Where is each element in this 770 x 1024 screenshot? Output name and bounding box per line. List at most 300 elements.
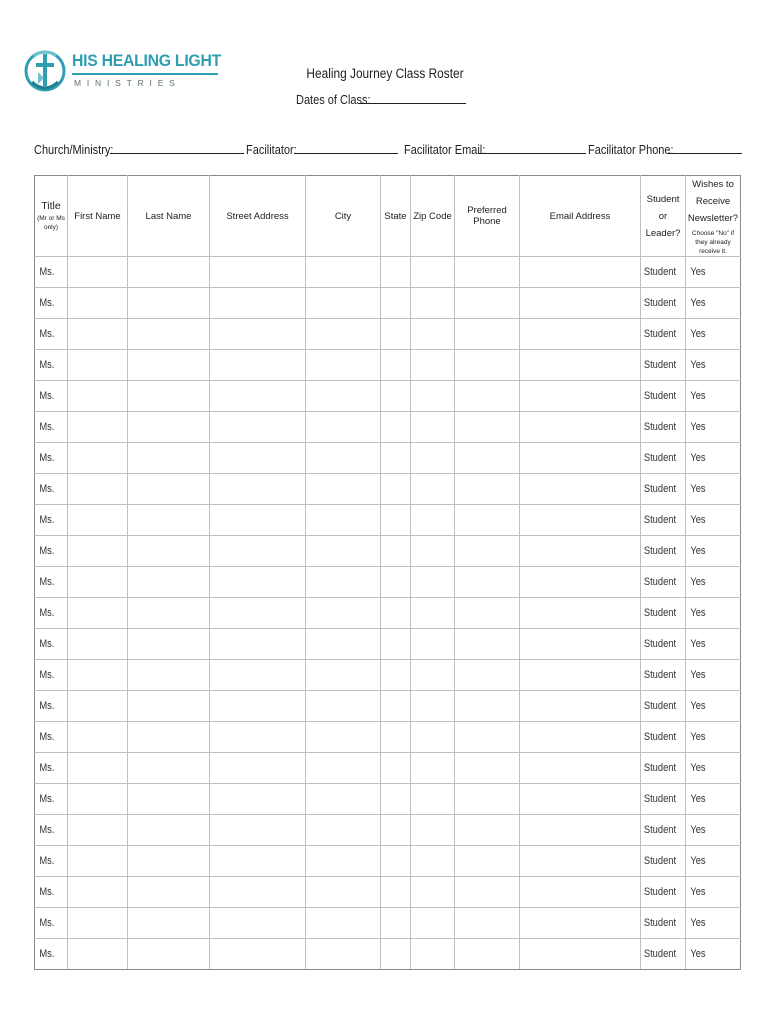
phone-cell[interactable]: [455, 381, 520, 412]
phone-cell[interactable]: [455, 939, 520, 970]
email-cell[interactable]: [520, 784, 641, 815]
state-cell[interactable]: [381, 257, 411, 288]
facilitator-label: Facilitator:: [246, 143, 297, 157]
title-value: Ms.: [39, 917, 55, 929]
zip-cell[interactable]: [411, 257, 455, 288]
col-header-role-line3: Leader?: [645, 227, 681, 239]
state-cell[interactable]: [381, 815, 411, 846]
church-field[interactable]: [110, 141, 244, 154]
street-address-cell[interactable]: [210, 846, 306, 877]
street-address-cell[interactable]: [210, 381, 306, 412]
state-cell[interactable]: [381, 598, 411, 629]
phone-cell[interactable]: [455, 350, 520, 381]
first-name-cell[interactable]: [68, 939, 128, 970]
city-cell[interactable]: [306, 753, 381, 784]
last-name-cell[interactable]: [128, 536, 210, 567]
phone-cell[interactable]: [455, 412, 520, 443]
zip-cell[interactable]: [411, 412, 455, 443]
state-cell[interactable]: [381, 443, 411, 474]
title-cell[interactable]: [35, 505, 68, 536]
last-name-cell[interactable]: [128, 722, 210, 753]
role-value: Student: [643, 638, 677, 650]
city-cell[interactable]: [306, 629, 381, 660]
title-cell[interactable]: [35, 722, 68, 753]
email-cell[interactable]: [520, 815, 641, 846]
phone-cell[interactable]: [455, 908, 520, 939]
role-cell[interactable]: [641, 722, 686, 753]
zip-cell[interactable]: [411, 784, 455, 815]
street-address-cell[interactable]: [210, 629, 306, 660]
city-cell[interactable]: [306, 908, 381, 939]
street-address-cell[interactable]: [210, 443, 306, 474]
phone-cell[interactable]: [455, 877, 520, 908]
newsletter-value: Yes: [690, 824, 706, 836]
table-row: [35, 288, 741, 319]
zip-cell[interactable]: [411, 908, 455, 939]
title-value: Ms.: [39, 297, 55, 309]
table-row: [35, 908, 741, 939]
title-cell[interactable]: [35, 598, 68, 629]
title-value: Ms.: [39, 266, 55, 278]
first-name-cell[interactable]: [68, 350, 128, 381]
role-value: Student: [643, 545, 677, 557]
col-header-newsletter: [686, 176, 741, 257]
last-name-cell[interactable]: [128, 660, 210, 691]
col-header-news-line2: Receive: [695, 196, 731, 207]
zip-cell[interactable]: [411, 319, 455, 350]
email-cell[interactable]: [520, 722, 641, 753]
zip-cell[interactable]: [411, 474, 455, 505]
first-name-cell[interactable]: [68, 598, 128, 629]
last-name-cell[interactable]: [128, 412, 210, 443]
newsletter-cell[interactable]: [686, 474, 741, 505]
street-address-cell[interactable]: [210, 598, 306, 629]
street-address-cell[interactable]: [210, 691, 306, 722]
email-cell[interactable]: [520, 753, 641, 784]
last-name-cell[interactable]: [128, 257, 210, 288]
role-cell[interactable]: [641, 660, 686, 691]
city-cell[interactable]: [306, 846, 381, 877]
street-address-cell[interactable]: [210, 567, 306, 598]
last-name-cell[interactable]: [128, 846, 210, 877]
role-value: Student: [643, 607, 677, 619]
state-cell[interactable]: [381, 288, 411, 319]
facilitator-phone-group: [588, 141, 742, 157]
email-cell[interactable]: [520, 412, 641, 443]
first-name-cell[interactable]: [68, 257, 128, 288]
title-cell[interactable]: [35, 877, 68, 908]
city-cell[interactable]: [306, 691, 381, 722]
city-cell[interactable]: [306, 598, 381, 629]
first-name-cell[interactable]: [68, 784, 128, 815]
state-cell[interactable]: [381, 350, 411, 381]
email-cell[interactable]: [520, 474, 641, 505]
role-cell[interactable]: [641, 908, 686, 939]
newsletter-cell[interactable]: [686, 939, 741, 970]
email-cell[interactable]: [520, 350, 641, 381]
email-cell[interactable]: [520, 381, 641, 412]
newsletter-value: Yes: [690, 948, 706, 960]
role-cell[interactable]: [641, 350, 686, 381]
role-cell[interactable]: [641, 381, 686, 412]
last-name-cell[interactable]: [128, 939, 210, 970]
street-address-cell[interactable]: [210, 939, 306, 970]
newsletter-cell[interactable]: [686, 381, 741, 412]
email-cell[interactable]: [520, 691, 641, 722]
role-value: Student: [643, 762, 677, 774]
newsletter-cell[interactable]: [686, 815, 741, 846]
street-address-cell[interactable]: [210, 815, 306, 846]
street-address-cell[interactable]: [210, 784, 306, 815]
phone-cell[interactable]: [455, 691, 520, 722]
street-address-cell[interactable]: [210, 722, 306, 753]
first-name-cell[interactable]: [68, 722, 128, 753]
table-row: [35, 598, 741, 629]
zip-cell[interactable]: [411, 381, 455, 412]
role-cell[interactable]: [641, 536, 686, 567]
title-cell[interactable]: [35, 536, 68, 567]
city-cell[interactable]: [306, 877, 381, 908]
table-row: [35, 567, 741, 598]
state-cell[interactable]: [381, 846, 411, 877]
role-value: Student: [643, 669, 677, 681]
title-cell[interactable]: [35, 629, 68, 660]
state-cell[interactable]: [381, 319, 411, 350]
first-name-cell[interactable]: [68, 536, 128, 567]
zip-cell[interactable]: [411, 629, 455, 660]
role-cell[interactable]: [641, 877, 686, 908]
col-header-last-name: Last Name: [128, 176, 210, 257]
role-cell[interactable]: [641, 288, 686, 319]
phone-cell[interactable]: [455, 288, 520, 319]
email-cell[interactable]: [520, 443, 641, 474]
email-cell[interactable]: [520, 536, 641, 567]
phone-cell[interactable]: [455, 319, 520, 350]
role-cell[interactable]: [641, 753, 686, 784]
facilitator-email-field[interactable]: [478, 141, 586, 154]
title-cell[interactable]: [35, 815, 68, 846]
table-row: [35, 691, 741, 722]
role-cell[interactable]: [641, 815, 686, 846]
phone-cell[interactable]: [455, 784, 520, 815]
role-cell[interactable]: [641, 505, 686, 536]
street-address-cell[interactable]: [210, 288, 306, 319]
state-cell[interactable]: [381, 753, 411, 784]
last-name-cell[interactable]: [128, 598, 210, 629]
city-cell[interactable]: [306, 381, 381, 412]
role-value: Student: [643, 824, 677, 836]
street-address-cell[interactable]: [210, 412, 306, 443]
first-name-cell[interactable]: [68, 815, 128, 846]
role-cell[interactable]: [641, 629, 686, 660]
state-cell[interactable]: [381, 412, 411, 443]
street-address-cell[interactable]: [210, 257, 306, 288]
newsletter-cell[interactable]: [686, 753, 741, 784]
state-cell[interactable]: [381, 474, 411, 505]
email-cell[interactable]: [520, 877, 641, 908]
zip-cell[interactable]: [411, 350, 455, 381]
email-cell[interactable]: [520, 288, 641, 319]
first-name-cell[interactable]: [68, 412, 128, 443]
newsletter-cell[interactable]: [686, 722, 741, 753]
title-cell[interactable]: [35, 567, 68, 598]
first-name-cell[interactable]: [68, 877, 128, 908]
first-name-cell[interactable]: [68, 319, 128, 350]
zip-cell[interactable]: [411, 288, 455, 319]
first-name-cell[interactable]: [68, 660, 128, 691]
newsletter-cell[interactable]: [686, 257, 741, 288]
state-cell[interactable]: [381, 629, 411, 660]
email-cell[interactable]: [520, 908, 641, 939]
email-cell[interactable]: [520, 598, 641, 629]
newsletter-value: Yes: [690, 731, 706, 743]
zip-cell[interactable]: [411, 846, 455, 877]
title-cell[interactable]: [35, 319, 68, 350]
phone-cell[interactable]: [455, 536, 520, 567]
state-cell[interactable]: [381, 691, 411, 722]
city-cell[interactable]: [306, 412, 381, 443]
street-address-cell[interactable]: [210, 877, 306, 908]
newsletter-cell[interactable]: [686, 567, 741, 598]
city-cell[interactable]: [306, 567, 381, 598]
role-cell[interactable]: [641, 257, 686, 288]
street-address-cell[interactable]: [210, 350, 306, 381]
first-name-cell[interactable]: [68, 443, 128, 474]
street-address-cell[interactable]: [210, 908, 306, 939]
last-name-cell[interactable]: [128, 443, 210, 474]
title-cell[interactable]: [35, 350, 68, 381]
street-address-cell[interactable]: [210, 474, 306, 505]
title-cell[interactable]: [35, 908, 68, 939]
state-cell[interactable]: [381, 536, 411, 567]
newsletter-cell[interactable]: [686, 629, 741, 660]
table-row: [35, 660, 741, 691]
first-name-cell[interactable]: [68, 567, 128, 598]
state-cell[interactable]: [381, 877, 411, 908]
city-cell[interactable]: [306, 288, 381, 319]
role-cell[interactable]: [641, 412, 686, 443]
email-cell[interactable]: [520, 257, 641, 288]
title-cell[interactable]: [35, 412, 68, 443]
phone-cell[interactable]: [455, 660, 520, 691]
first-name-cell[interactable]: [68, 753, 128, 784]
state-cell[interactable]: [381, 567, 411, 598]
first-name-cell[interactable]: [68, 846, 128, 877]
last-name-cell[interactable]: [128, 691, 210, 722]
last-name-cell[interactable]: [128, 567, 210, 598]
newsletter-cell[interactable]: [686, 350, 741, 381]
phone-cell[interactable]: [455, 722, 520, 753]
role-cell[interactable]: [641, 598, 686, 629]
email-cell[interactable]: [520, 939, 641, 970]
last-name-cell[interactable]: [128, 319, 210, 350]
role-value: Student: [643, 421, 677, 433]
last-name-cell[interactable]: [128, 474, 210, 505]
role-cell[interactable]: [641, 691, 686, 722]
last-name-cell[interactable]: [128, 505, 210, 536]
city-cell[interactable]: [306, 505, 381, 536]
zip-cell[interactable]: [411, 753, 455, 784]
city-cell[interactable]: [306, 660, 381, 691]
city-cell[interactable]: [306, 474, 381, 505]
zip-cell[interactable]: [411, 536, 455, 567]
city-cell[interactable]: [306, 319, 381, 350]
newsletter-cell[interactable]: [686, 412, 741, 443]
title-cell[interactable]: [35, 474, 68, 505]
newsletter-cell[interactable]: [686, 443, 741, 474]
city-cell[interactable]: [306, 815, 381, 846]
newsletter-cell[interactable]: [686, 846, 741, 877]
title-cell[interactable]: [35, 381, 68, 412]
newsletter-cell[interactable]: [686, 319, 741, 350]
col-header-first-name: First Name: [68, 176, 128, 257]
phone-cell[interactable]: [455, 443, 520, 474]
zip-cell[interactable]: [411, 877, 455, 908]
phone-cell[interactable]: [455, 598, 520, 629]
role-cell[interactable]: [641, 319, 686, 350]
role-cell[interactable]: [641, 567, 686, 598]
state-cell[interactable]: [381, 784, 411, 815]
role-cell[interactable]: [641, 939, 686, 970]
newsletter-value: Yes: [690, 607, 706, 619]
newsletter-cell[interactable]: [686, 660, 741, 691]
table-row: [35, 319, 741, 350]
state-cell[interactable]: [381, 939, 411, 970]
last-name-cell[interactable]: [128, 288, 210, 319]
state-cell[interactable]: [381, 660, 411, 691]
newsletter-cell[interactable]: [686, 877, 741, 908]
role-value: Student: [643, 483, 677, 495]
first-name-cell[interactable]: [68, 381, 128, 412]
title-cell[interactable]: [35, 660, 68, 691]
newsletter-cell[interactable]: [686, 505, 741, 536]
col-header-news-line1: Wishes to: [692, 179, 734, 190]
newsletter-cell[interactable]: [686, 908, 741, 939]
title-cell[interactable]: [35, 691, 68, 722]
zip-cell[interactable]: [411, 660, 455, 691]
email-cell[interactable]: [520, 629, 641, 660]
email-cell[interactable]: [520, 846, 641, 877]
state-cell[interactable]: [381, 722, 411, 753]
title-value: Ms.: [39, 607, 55, 619]
logo-title: HIS HEALING LIGHT: [72, 51, 221, 70]
phone-cell[interactable]: [455, 846, 520, 877]
title-cell[interactable]: [35, 443, 68, 474]
state-cell[interactable]: [381, 381, 411, 412]
street-address-cell[interactable]: [210, 319, 306, 350]
phone-cell[interactable]: [455, 567, 520, 598]
street-address-cell[interactable]: [210, 536, 306, 567]
last-name-cell[interactable]: [128, 908, 210, 939]
email-cell[interactable]: [520, 567, 641, 598]
zip-cell[interactable]: [411, 722, 455, 753]
zip-cell[interactable]: [411, 691, 455, 722]
email-cell[interactable]: [520, 660, 641, 691]
email-cell[interactable]: [520, 505, 641, 536]
zip-cell[interactable]: [411, 598, 455, 629]
street-address-cell[interactable]: [210, 505, 306, 536]
first-name-cell[interactable]: [68, 908, 128, 939]
city-cell[interactable]: [306, 939, 381, 970]
first-name-cell[interactable]: [68, 474, 128, 505]
zip-cell[interactable]: [411, 443, 455, 474]
last-name-cell[interactable]: [128, 381, 210, 412]
street-address-cell[interactable]: [210, 753, 306, 784]
last-name-cell[interactable]: [128, 753, 210, 784]
role-value: Student: [643, 576, 677, 588]
title-value: Ms.: [39, 669, 55, 681]
state-cell[interactable]: [381, 505, 411, 536]
email-cell[interactable]: [520, 319, 641, 350]
zip-cell[interactable]: [411, 505, 455, 536]
newsletter-cell[interactable]: [686, 691, 741, 722]
phone-cell[interactable]: [455, 815, 520, 846]
first-name-cell[interactable]: [68, 288, 128, 319]
title-cell[interactable]: [35, 846, 68, 877]
title-cell[interactable]: [35, 939, 68, 970]
city-cell[interactable]: [306, 257, 381, 288]
title-cell[interactable]: [35, 257, 68, 288]
zip-cell[interactable]: [411, 567, 455, 598]
table-row: [35, 877, 741, 908]
first-name-cell[interactable]: [68, 505, 128, 536]
facilitator-phone-field[interactable]: [668, 141, 742, 154]
phone-cell[interactable]: [455, 753, 520, 784]
city-cell[interactable]: [306, 536, 381, 567]
newsletter-cell[interactable]: [686, 536, 741, 567]
zip-cell[interactable]: [411, 815, 455, 846]
title-cell[interactable]: [35, 288, 68, 319]
role-cell[interactable]: [641, 443, 686, 474]
first-name-cell[interactable]: [68, 691, 128, 722]
newsletter-cell[interactable]: [686, 288, 741, 319]
role-cell[interactable]: [641, 474, 686, 505]
phone-cell[interactable]: [455, 629, 520, 660]
city-cell[interactable]: [306, 722, 381, 753]
table-row: [35, 536, 741, 567]
last-name-cell[interactable]: [128, 784, 210, 815]
col-header-email: Email Address: [520, 176, 641, 257]
newsletter-value: Yes: [690, 266, 706, 278]
role-cell[interactable]: [641, 784, 686, 815]
last-name-cell[interactable]: [128, 815, 210, 846]
title-value: Ms.: [39, 421, 55, 433]
first-name-cell[interactable]: [68, 629, 128, 660]
dates-field[interactable]: [358, 91, 466, 104]
newsletter-cell[interactable]: [686, 784, 741, 815]
state-cell[interactable]: [381, 908, 411, 939]
last-name-cell[interactable]: [128, 877, 210, 908]
last-name-cell[interactable]: [128, 629, 210, 660]
title-cell[interactable]: [35, 753, 68, 784]
city-cell[interactable]: [306, 443, 381, 474]
role-cell[interactable]: [641, 846, 686, 877]
phone-cell[interactable]: [455, 474, 520, 505]
city-cell[interactable]: [306, 350, 381, 381]
facilitator-field[interactable]: [294, 141, 398, 154]
newsletter-value: Yes: [690, 762, 706, 774]
phone-cell[interactable]: [455, 505, 520, 536]
city-cell[interactable]: [306, 784, 381, 815]
street-address-cell[interactable]: [210, 660, 306, 691]
newsletter-cell[interactable]: [686, 598, 741, 629]
zip-cell[interactable]: [411, 939, 455, 970]
col-header-city: City: [306, 176, 381, 257]
phone-cell[interactable]: [455, 257, 520, 288]
last-name-cell[interactable]: [128, 350, 210, 381]
table-row: [35, 412, 741, 443]
title-cell[interactable]: [35, 784, 68, 815]
